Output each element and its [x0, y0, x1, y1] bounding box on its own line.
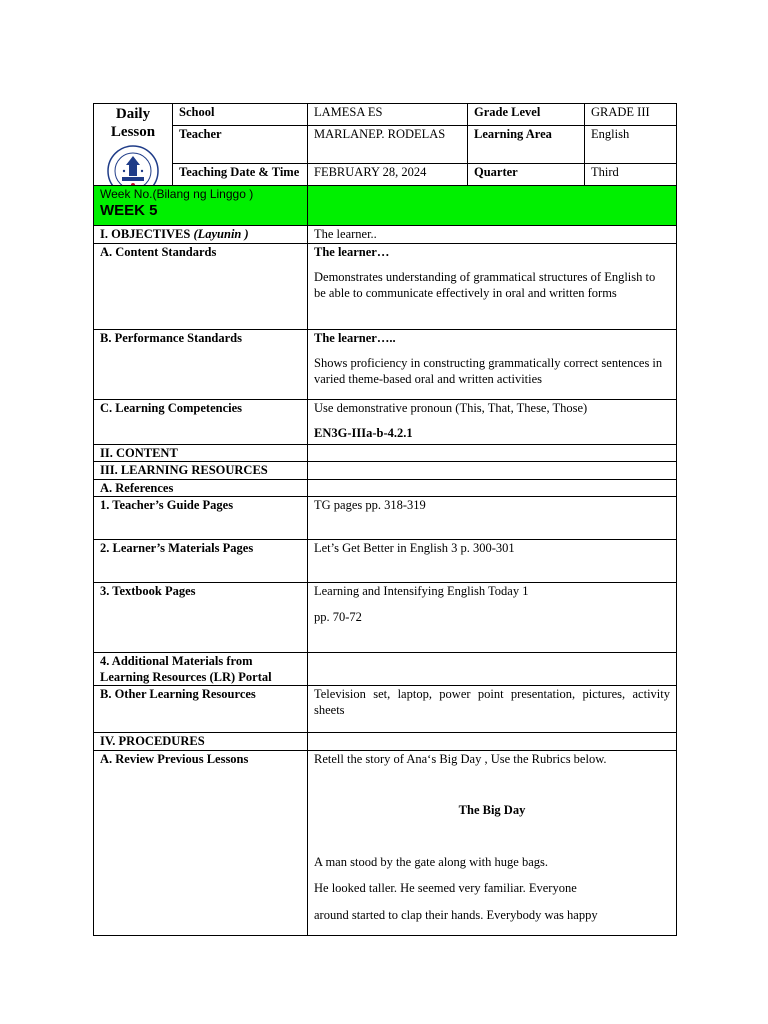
review-row — [94, 750, 677, 935]
quarter-value: Third — [585, 164, 677, 203]
teachers-guide-row — [94, 497, 677, 540]
story-line-2: He looked taller. He seemed very familiar. Everyone — [314, 881, 577, 895]
teacher-value: MARLANEP. RODELAS — [308, 125, 468, 164]
textbook-row — [94, 583, 677, 653]
content-row — [94, 444, 677, 462]
performance-standards-row — [94, 329, 677, 399]
textbook-label: 3. Textbook Pages — [94, 583, 308, 653]
resources-label: III. LEARNING RESOURCES — [94, 462, 308, 480]
week-value: WEEK 5 — [100, 202, 158, 219]
additional-materials-label: 4. Additional Materials from Learning Resources (LR) Portal — [94, 653, 308, 686]
competencies-row — [94, 399, 677, 444]
learners-materials-row — [94, 540, 677, 583]
learners-materials-label: 2. Learner’s Materials Pages — [94, 540, 308, 583]
other-resources-label: B. Other Learning Resources — [94, 686, 308, 733]
week-cell — [94, 186, 308, 226]
content-standards-row — [94, 243, 677, 329]
additional-materials-row — [94, 653, 677, 686]
quarter-label: Quarter — [468, 164, 585, 203]
references-row — [94, 479, 677, 497]
story-line-1: A man stood by the gate along with huge bags. — [314, 854, 548, 869]
objectives-row — [94, 226, 677, 244]
grade-level-label: Grade Level — [468, 104, 585, 126]
objectives-label: I. OBJECTIVES — [100, 227, 194, 241]
story-title: The Big Day — [458, 803, 526, 817]
teacher-label: Teacher — [173, 125, 308, 164]
performance-standards-head: The learner….. — [314, 330, 396, 345]
additional-materials-value — [308, 653, 677, 686]
week-row — [94, 186, 677, 226]
objectives-value: The learner.. — [308, 226, 677, 244]
content-standards-text: Demonstrates understanding of grammatical structures of English to be able to communicate effectively in oral and written forms — [314, 270, 656, 300]
other-resources-value: Television set, laptop, power point presentation, pictures, activity sheets — [308, 686, 677, 733]
review-label: A. Review Previous Lessons — [94, 750, 308, 935]
lesson-table — [93, 185, 677, 936]
procedures-row — [94, 733, 677, 751]
learning-area-value: English — [585, 125, 677, 164]
teaching-date-value: FEBRUARY 28, 2024 — [308, 164, 468, 203]
content-standards-cell — [308, 243, 677, 329]
content-label: II. CONTENT — [94, 444, 308, 462]
review-cell — [308, 750, 677, 935]
competencies-code: EN3G-IIIa-b-4.2.1 — [314, 426, 413, 440]
learners-materials-value: Let’s Get Better in English 3 p. 300-301 — [308, 540, 677, 583]
story-line-3: around started to clap their hands. Everybody was happy — [314, 907, 598, 922]
references-value — [308, 479, 677, 497]
competencies-label: C. Learning Competencies — [94, 399, 308, 444]
content-standards-head: The learner… — [314, 244, 390, 259]
teaching-date-label: Teaching Date & Time — [173, 164, 308, 203]
school-label: School — [173, 104, 308, 126]
performance-standards-label: B. Performance Standards — [94, 329, 308, 399]
references-label: A. References — [94, 479, 308, 497]
daily-lesson-title: Daily Lesson — [110, 106, 156, 140]
grade-level-value: GRADE III — [585, 104, 677, 126]
school-value: LAMESA ES — [308, 104, 468, 126]
performance-standards-text: Shows proficiency in constructing grammatically correct sentences in varied theme-based oral and written activities — [314, 356, 663, 386]
review-intro: Retell the story of Ana‘s Big Day , Use the Rubrics below. — [314, 751, 607, 766]
performance-standards-cell — [308, 329, 677, 399]
objectives-label-cell — [94, 226, 308, 244]
learning-area-label: Learning Area — [468, 125, 585, 164]
week-label: Week No.(Bilang ng Linggo ) — [100, 187, 254, 201]
objectives-label-italic: (Layunin ) — [193, 227, 249, 241]
competencies-cell — [308, 399, 677, 444]
textbook-pages: pp. 70-72 — [314, 609, 362, 624]
textbook-value: Learning and Intensifying English Today 1 — [314, 584, 529, 598]
procedures-label: IV. PROCEDURES — [94, 733, 308, 751]
resources-value — [308, 462, 677, 480]
content-value — [308, 444, 677, 462]
week-empty-cell — [308, 186, 677, 226]
procedures-value — [308, 733, 677, 751]
other-resources-row — [94, 686, 677, 733]
content-standards-label: A. Content Standards — [94, 243, 308, 329]
teachers-guide-label: 1. Teacher’s Guide Pages — [94, 497, 308, 540]
resources-row — [94, 462, 677, 480]
competencies-text: Use demonstrative pronoun (This, That, These, Those) — [314, 400, 588, 415]
teachers-guide-value: TG pages pp. 318-319 — [308, 497, 677, 540]
textbook-cell — [308, 583, 677, 653]
